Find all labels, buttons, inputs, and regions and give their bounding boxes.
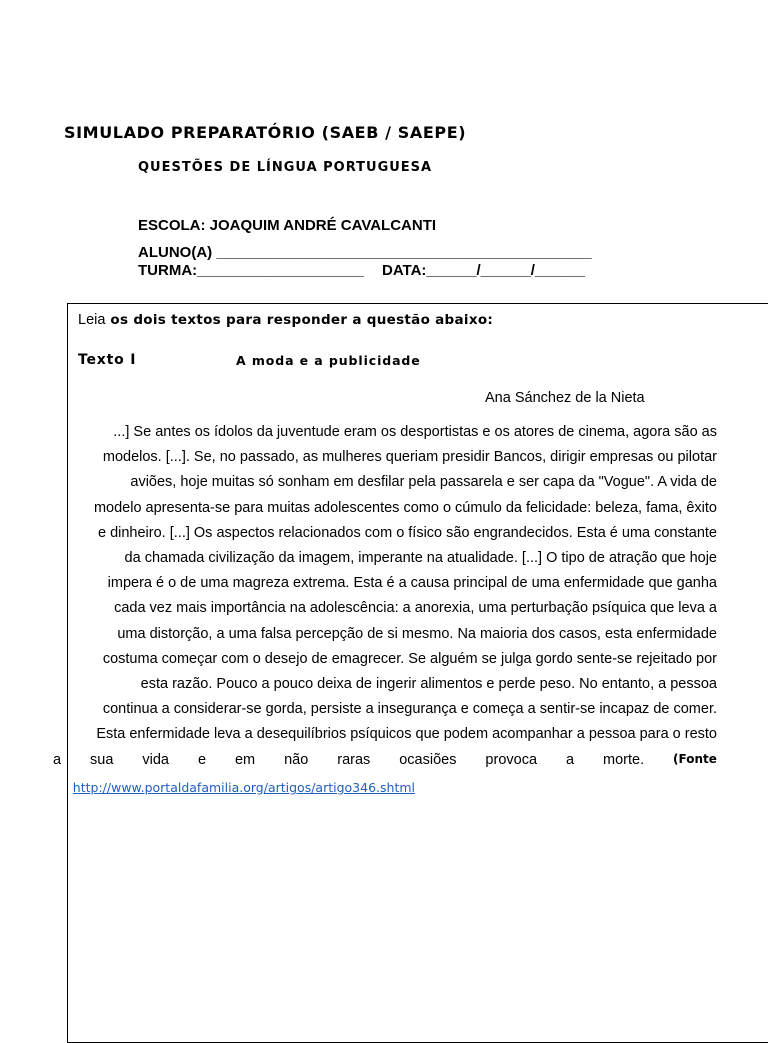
text-line-last	[53, 752, 717, 768]
text-line: e dinheiro. [...] Os aspectos relacionados com o físico são engrandecidos. Esta é uma constante	[97, 524, 717, 541]
text-line: modelo apresenta-se para muitas adolescentes como o cúmulo da felicidade: beleza, fama, êxito	[93, 499, 717, 516]
text-line: costuma começar com o desejo de emagrecer. Se alguém se julga gordo sente-se rejeitado por	[102, 650, 717, 667]
student-name-field: ALUNO(A) _____________________________________________	[138, 244, 592, 261]
page-subtitle: QUESTÕES DE LÍNGUA PORTUGUESA	[138, 160, 433, 175]
text-word: raras	[337, 751, 371, 768]
text-word: (Fonte	[673, 751, 717, 766]
text-title: A moda e a publicidade	[236, 353, 421, 368]
text-line: ...] Se antes os ídolos da juventude eram os desportistas e os atores de cinema, agora são as	[113, 424, 717, 440]
text-word: morte.	[603, 751, 645, 768]
text-line: aviões, hoje muitas só sonham em desfilar pela passarela e ser capa da "Vogue". A vida de	[130, 474, 717, 491]
text-word: vida	[142, 751, 169, 768]
text-line: modelos. [...]. Se, no passado, as mulheres queriam presidir Bancos, dirigir empresas ou pilotar	[102, 449, 717, 466]
text-word: a	[565, 751, 575, 768]
text-line: cada vez mais importância na adolescência: a anorexia, uma perturbação psíquica que leva a	[114, 600, 717, 617]
text-word: sua	[90, 751, 114, 768]
instruction-lead: Leia	[78, 312, 106, 328]
school-name: ESCOLA: JOAQUIM ANDRÉ CAVALCANTI	[138, 217, 437, 234]
text-line: esta razão. Pouco a pouco deixa de ingerir alimentos e perde peso. No entanto, a pessoa	[140, 676, 717, 692]
source-link[interactable]: http://www.portaldafamilia.org/artigos/artigo346.shtml	[72, 780, 415, 795]
text-word: ocasiões	[399, 751, 457, 768]
text-line: impera é o de uma magreza extrema. Esta é a causa principal de uma enfermidade que ganha	[107, 575, 717, 592]
text-label: Texto I	[78, 352, 137, 368]
text-line: uma distorção, a uma falsa percepção de si mesmo. Na maioria dos casos, esta enfermidade	[117, 625, 717, 642]
text-word: e	[197, 751, 207, 768]
instruction-rest: os dois textos para responder a questão abaixo:	[105, 312, 494, 328]
text-word: em	[234, 751, 256, 768]
text-word: provoca	[485, 751, 538, 768]
text-word: a	[53, 751, 62, 768]
text-line: Esta enfermidade leva a desequilíbrios psíquicos que podem acompanhar a pessoa para o resto	[96, 726, 717, 743]
text-line: continua a considerar-se gorda, persiste a insegurança e começa a sentir-se incapaz de comer.	[102, 701, 717, 718]
date-field: DATA:______/______/______	[382, 262, 585, 279]
text-line: da chamada civilização da imagem, imperante na atualidade. [...] O tipo de atração que hoje	[124, 550, 717, 566]
page-title: SIMULADO PREPARATÓRIO (SAEB / SAEPE)	[64, 123, 467, 142]
text-word: não	[284, 751, 309, 768]
text-author: Ana Sánchez de la Nieta	[485, 390, 645, 406]
class-field: TURMA:____________________	[138, 262, 364, 279]
